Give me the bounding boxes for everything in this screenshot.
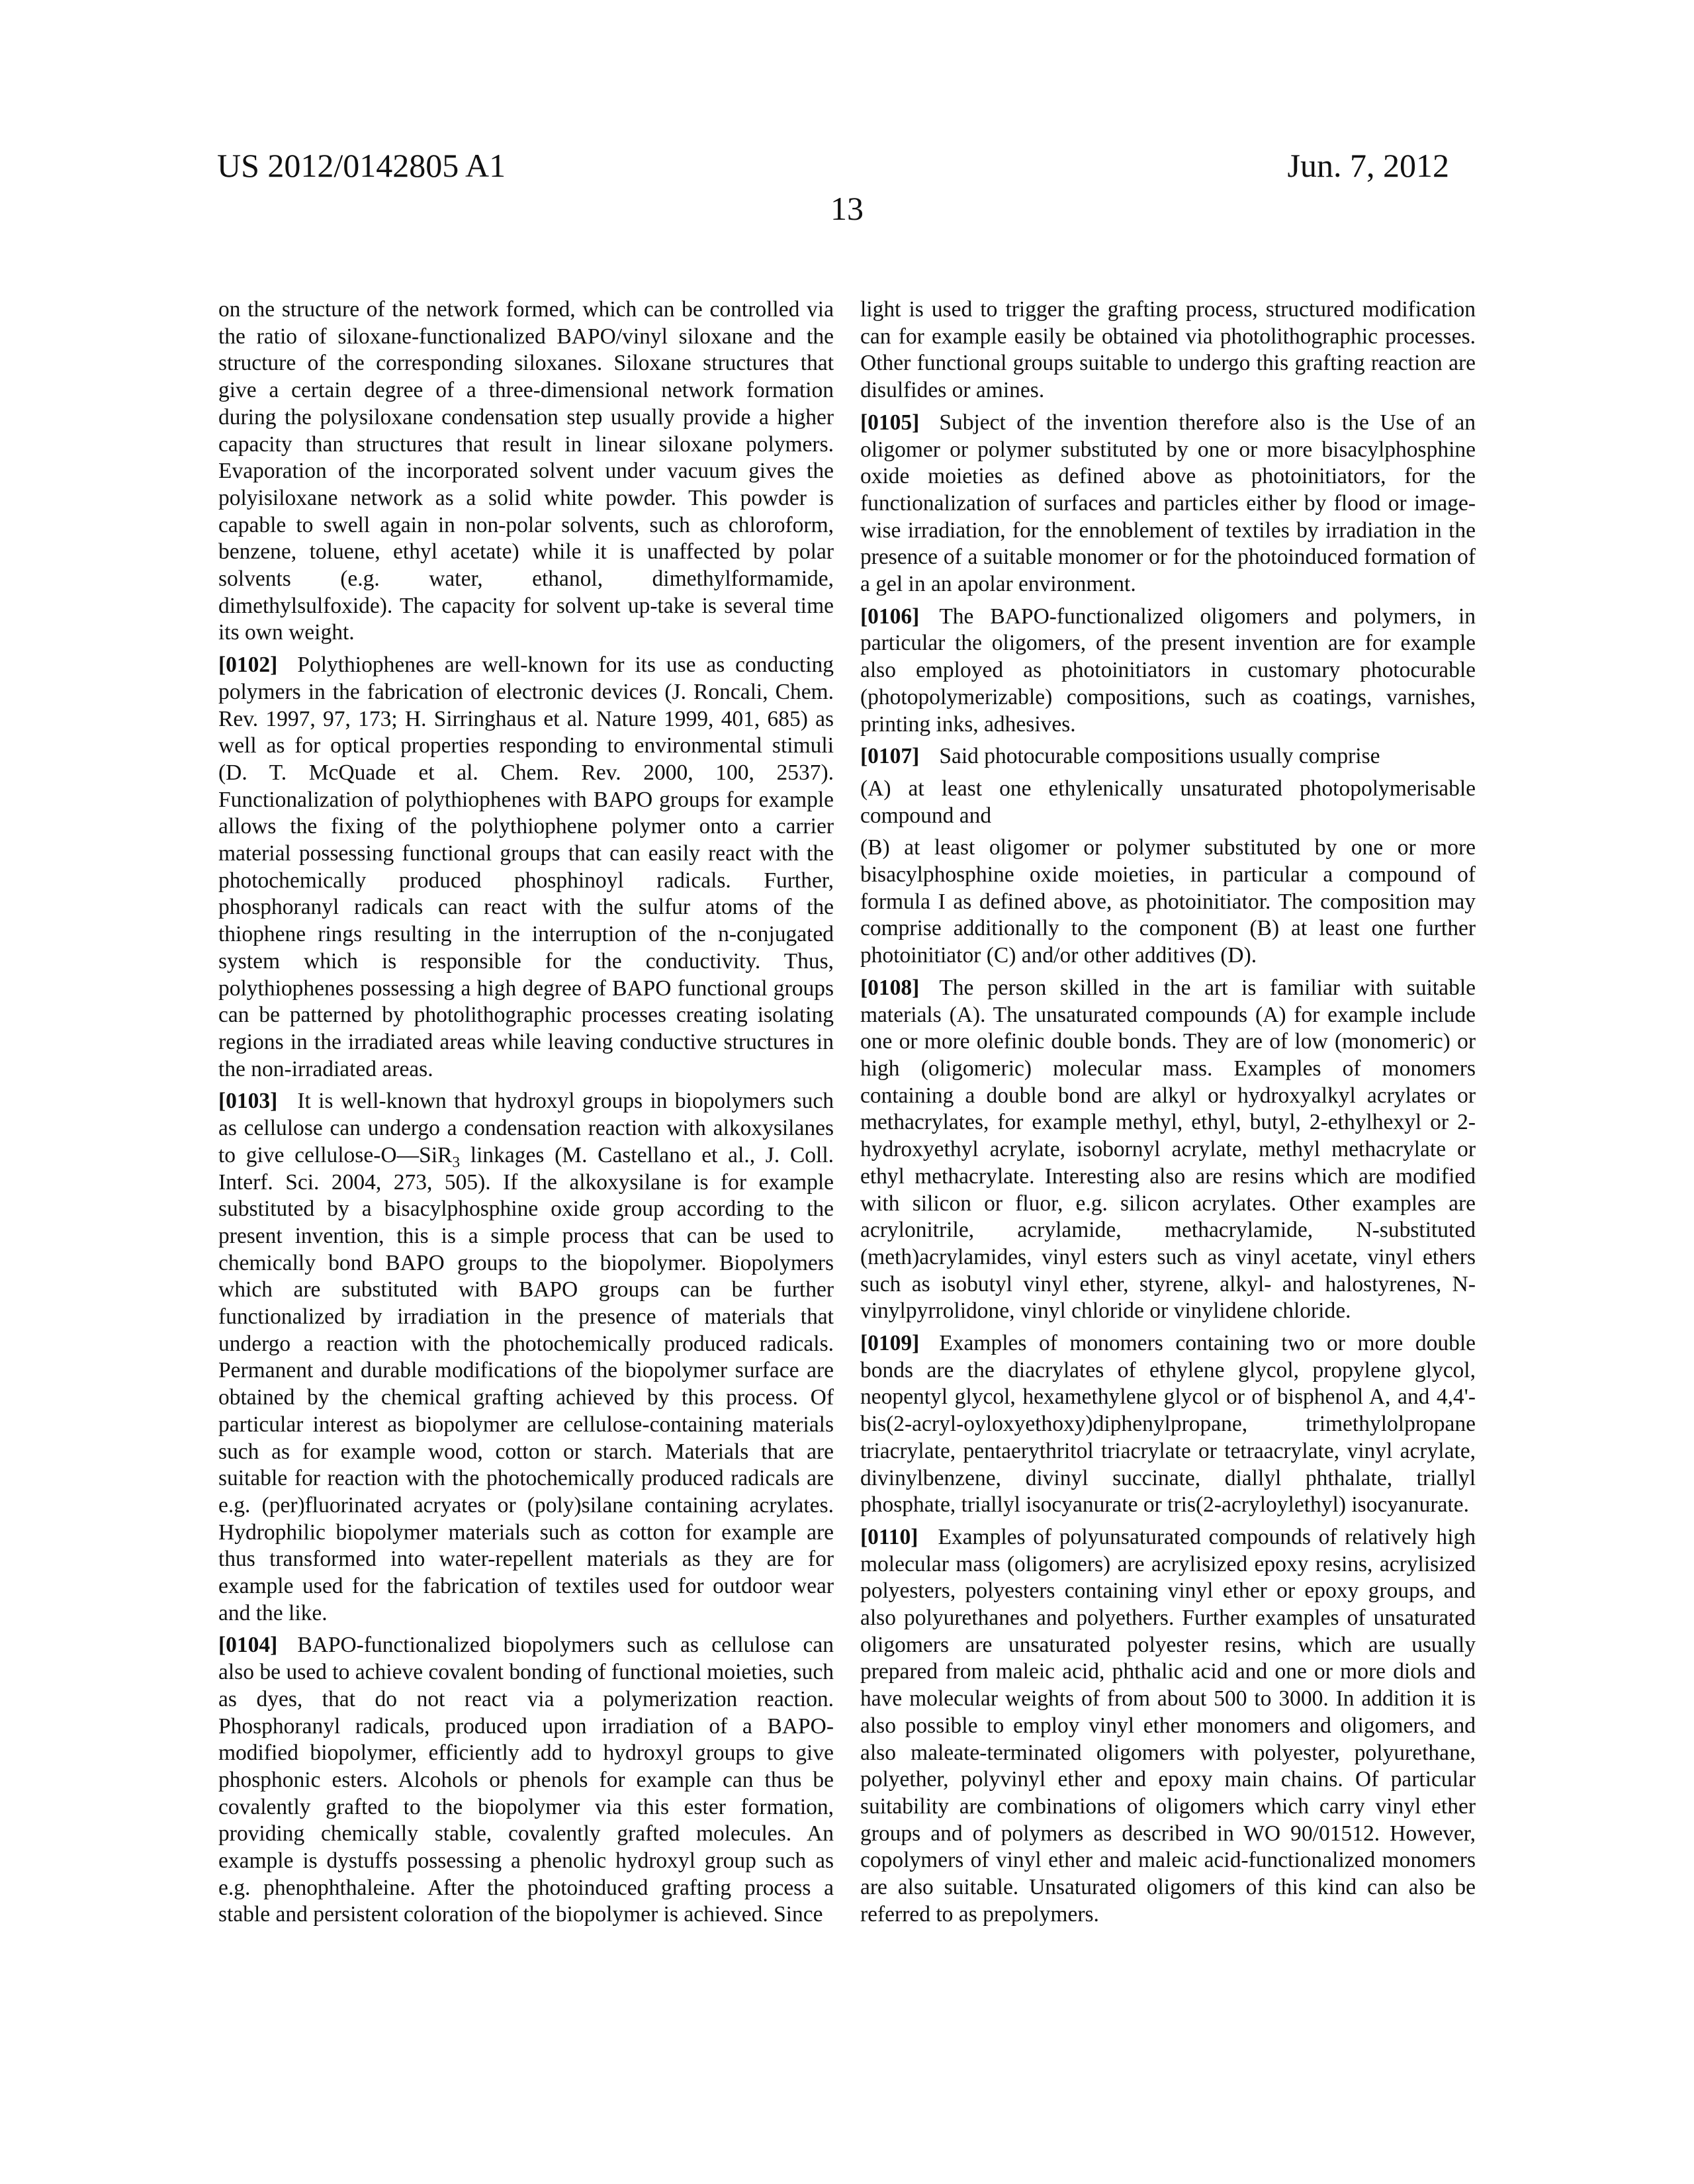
- paragraph-0109: [860, 1330, 1476, 1519]
- paragraph-0106: [860, 604, 1476, 739]
- paragraph-text: The person skilled in the art is familiar with suitable materials (A). The unsaturated compounds (A) for example include one or more olefinic double bonds. They are of low (monomeric) or high (oligomeric) molecular mass. Examples of monomers containing a double bond are alkyl or hydroxyalkyl acrylates or methacrylates, for example methyl, ethyl, butyl, 2-ethylhexyl or 2-hydroxyethyl acrylate, isobornyl acrylate, methyl methacrylate or ethyl methacrylate. Interesting also are resins which are modified with silicon or fluor, e.g. silicon acrylates. Other examples are acrylonitrile, acrylamide, methacrylamide, N-substituted (meth)acrylamides, vinyl esters such as vinyl acetate, vinyl ethers such as isobutyl vinyl ether, styrene, alkyl- and halostyrenes, N-vinylpyrrolidone, vinyl chloride or vinylidene chloride.: [860, 976, 1476, 1323]
- paragraph-text: The BAPO-functionalized oligomers and polymers, in particular the oligomers, of the present invention are for example also employed as photoinitiators in customary photocurable (photopolymerizable) compositions, such as coatings, varnishes, printing inks, adhesives.: [860, 604, 1476, 737]
- paragraph-number: [0104]: [218, 1633, 277, 1657]
- publication-date: Jun. 7, 2012: [1288, 146, 1449, 185]
- paragraph-number: [0109]: [860, 1331, 919, 1355]
- list-item-b: (B) at least oligomer or polymer substituted by one or more bisacylphosphine oxide moieties, in particular a compound of formula I as defined above, as photoinitiator. The composition may comprise additionally to the component (B) at least one further photoinitiator (C) and/or other additives (D).: [860, 835, 1476, 970]
- paragraph-0104: [218, 1632, 834, 1929]
- paragraph-text: Polythiophenes are well-known for its use as conducting polymers in the fabrication of electronic devices (J. Roncali, Chem. Rev. 1997, 97, 173; H. Sirringhaus et al. Nature 1999, 401, 685) as well as for optical properties responding to environmental stimuli (D. T. McQuade et al. Chem. Rev. 2000, 100, 2537). Functionalization of polythiophenes with BAPO groups for example allows the fixing of the polythiophene polymer onto a carrier material possessing functional groups that can easily react with the photochemically produced phosphinoyl radicals. Further, phosphoranyl radicals can react with the sulfur atoms of the thiophene rings resulting in the interruption of the n-conjugated system which is responsible for the conductivity. Thus, polythiophenes possessing a high degree of BAPO functional groups can be patterned by photolithographic processes creating isolating regions in the irradiated areas while leaving conductive structures in the non-irradiated areas.: [218, 653, 834, 1081]
- paragraph-text: Said photocurable compositions usually comprise: [939, 744, 1380, 768]
- paragraph-text: Examples of monomers containing two or more double bonds are the diacrylates of ethylene glycol, propylene glycol, neopentyl glycol, hexamethylene glycol or of bisphenol A, and 4,4'-bis(2-acryl-oyloxyethoxy)diphenylpropane, trimethylolpropane triacrylate, pentaerythritol triacrylate or tetraacrylate, vinyl acrylate, divinylbenzene, divinyl succinate, diallyl phthalate, triallyl phosphate, triallyl isocyanurate or tris(2-acryloylethyl) isocyanurate.: [860, 1331, 1476, 1517]
- paragraph-0102: [218, 652, 834, 1083]
- right-column: [860, 296, 1476, 1933]
- paragraph-number: [0107]: [860, 744, 919, 768]
- paragraph-number: [0110]: [860, 1525, 918, 1549]
- paragraph-text: It is well-known that hydroxyl groups in biopolymers such as cellulose can undergo a condensation reaction with alkoxysilanes to give cellulose-O—SiR: [218, 1089, 834, 1167]
- paragraph-0105: [860, 410, 1476, 598]
- paragraph-text: BAPO-functionalized biopolymers such as cellulose can also be used to achieve covalent bonding of functional moieties, such as dyes, that do not react via a polymerization reaction. Phosphoranyl radicals, produced upon irradiation of a BAPO-modified biopolymer, efficiently add to hydroxyl groups to give phosphonic esters. Alcohols or phenols for example can thus be covalently grafted to the biopolymer via this ester formation, providing chemically stable, covalently grafted molecules. An example is dystuffs possessing a phenolic hydroxyl group such as e.g. phenophthaleine. After the photoinduced grafting process a stable and persistent coloration of the biopolymer is achieved. Since: [218, 1633, 834, 1927]
- paragraph-number: [0105]: [860, 410, 919, 435]
- list-item-a: (A) at least one ethylenically unsaturated photopolymerisable compound and: [860, 776, 1476, 829]
- paragraph-text: Examples of polyunsaturated compounds of relatively high molecular mass (oligomers) are acrylisized epoxy resins, acrylisized polyesters, polyesters containing vinyl ether or epoxy groups, and also polyurethanes and polyethers. Further examples of unsaturated oligomers are unsaturated polyester resins, which are usually prepared from maleic acid, phthalic acid and one or more diols and have molecular weights of from about 500 to 3000. In addition it is also possible to employ vinyl ether monomers and oligomers, and also maleate-terminated oligomers with polyester, polyurethane, polyether, polyvinyl ether and epoxy main chains. Of particular suitability are combinations of oligomers which carry vinyl ether groups and of polymers as described in WO 90/01512. However, copolymers of vinyl ether and maleic acid-functionalized monomers are also suitable. Unsaturated oligomers of this kind can also be referred to as prepolymers.: [860, 1525, 1476, 1927]
- left-column: [218, 296, 834, 1934]
- paragraph-number: [0106]: [860, 604, 919, 629]
- paragraph-continuation: on the structure of the network formed, which can be controlled via the ratio of siloxane-functionalized BAPO/vinyl siloxane and the structure of the corresponding siloxanes. Siloxane structures that give a certain degree of a three-dimensional network formation during the polysiloxane condensation step usually provide a higher capacity than structures that result in linear siloxane polymers. Evaporation of the incorporated solvent under vacuum gives the polyisiloxane network as a solid white powder. This powder is capable to swell again in non-polar solvents, such as chloroform, benzene, toluene, ethyl acetate) while it is unaffected by polar solvents (e.g. water, ethanol, dimethylformamide, dimethylsulfoxide). The capacity for solvent up-take is several time its own weight.: [218, 296, 834, 647]
- paragraph-number: [0102]: [218, 653, 277, 677]
- page-number: 13: [0, 189, 1694, 228]
- paragraph-number: [0108]: [860, 976, 919, 1000]
- paragraph-number: [0103]: [218, 1089, 277, 1113]
- paragraph-0110: [860, 1524, 1476, 1929]
- paragraph-0107: [860, 743, 1476, 770]
- paragraph-text: Subject of the invention therefore also is the Use of an oligomer or polymer substituted by one or more bisacylphosphine oxide moieties as defined above as photoinitiators, for the functionalization of surfaces and particles either by flood or image-wise irradiation, for the ennoblement of textiles by irradiation in the presence of a suitable monomer or for the photoinduced formation of a gel in an apolar environment.: [860, 410, 1476, 596]
- paragraph-continuation: light is used to trigger the grafting process, structured modification can for example easily be obtained via photolithographic processes. Other functional groups suitable to undergo this grafting reaction are disulfides or amines.: [860, 296, 1476, 404]
- subscript: 3: [452, 1154, 460, 1171]
- paragraph-0103: [218, 1088, 834, 1627]
- paragraph-text: linkages (M. Castellano et al., J. Coll. Interf. Sci. 2004, 273, 505). If the alkoxysilane is for example substituted by a bisacylphosphine oxide group according to the present invention, this is a simple process that can be used to chemically bond BAPO groups to the biopolymer. Biopolymers which are substituted with BAPO groups can be further functionalized by irradiation in the presence of materials that undergo a reaction with the photochemically produced radicals. Permanent and durable modifications of the biopolymer surface are obtained by the chemical grafting achieved by this process. Of particular interest as biopolymer are cellulose-containing materials such as for example wood, cotton or starch. Materials that are suitable for reaction with the photochemically produced radicals are e.g. (per)fluorinated acryates or (poly)silane containing acrylates. Hydrophilic biopolymer materials such as cotton for example are thus transformed into water-repellent materials as they are for example used for the fabrication of textiles used for outdoor wear and the like.: [218, 1143, 834, 1625]
- paragraph-0108: [860, 975, 1476, 1325]
- publication-number: US 2012/0142805 A1: [217, 146, 506, 185]
